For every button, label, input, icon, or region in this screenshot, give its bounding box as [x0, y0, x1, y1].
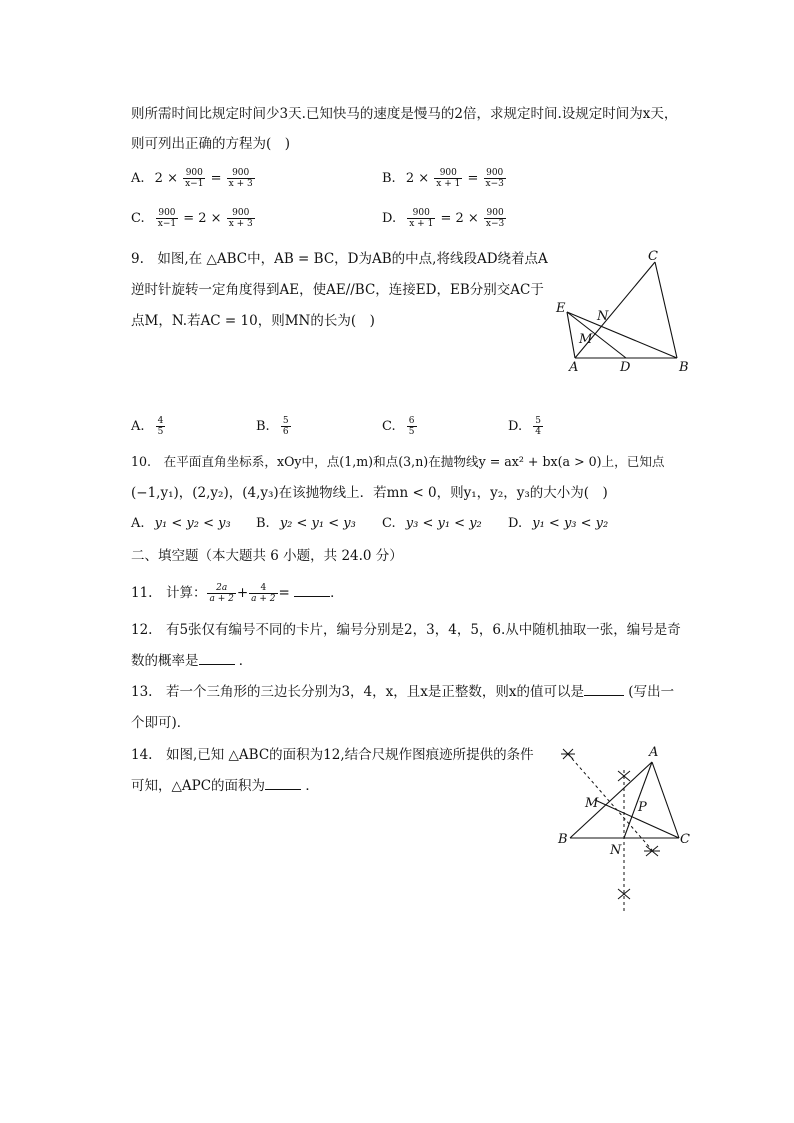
q9-option-d[interactable]	[508, 416, 544, 437]
q9-option-c-label: C.	[382, 419, 396, 434]
q11-fraction-2: $\frac{4}{a + 2}$	[251, 583, 276, 604]
q9-triangle-figure	[550, 245, 700, 380]
q8-option-c-label: C.	[131, 211, 145, 226]
q9-label-c: C	[648, 249, 658, 264]
q14-construction-figure	[552, 740, 702, 920]
q9-option-d-label: D.	[508, 419, 523, 434]
q14-label-p: P	[638, 800, 647, 815]
q9-label-a: A	[569, 360, 579, 375]
q12-text-line1: 12. 有5张仅有编号不同的卡片，编号分别是2，3，4，5，6.从中随机抽取一张，编号是奇	[131, 622, 681, 638]
q11-answer-blank[interactable]	[294, 584, 330, 597]
q8-option-d-fraction-left: $\frac{900}{x + 1}$	[409, 208, 434, 229]
q8-option-a-fraction-left: $\frac{900}{x-1}$	[185, 168, 204, 189]
q14-line2-suffix: ．	[305, 778, 319, 794]
q9-option-b[interactable]	[256, 416, 292, 437]
q14-label-b: B	[558, 832, 568, 847]
q11-equals: =	[278, 585, 290, 601]
q14-label-a: A	[649, 745, 659, 760]
q14-label-n: N	[610, 843, 622, 858]
q8-option-c[interactable]	[131, 208, 256, 229]
q10-option-a-label: A.	[131, 516, 145, 531]
q11-fraction-1: $\frac{2a}{a + 2}$	[209, 583, 234, 604]
q9-label-d: D	[620, 360, 631, 375]
q10-option-a[interactable]	[131, 514, 231, 534]
q8-option-c-fraction-right: $\frac{900}{x + 3}$	[228, 208, 253, 229]
q8-option-d[interactable]	[382, 208, 507, 229]
q14-line2	[131, 776, 319, 796]
q10-text-line1: 10. 在平面直角坐标系，xOy中，点(1,m)和点(3,n)在抛物线y = ax² + bx(a > 0)上，已知点	[131, 454, 665, 469]
q8-option-b-coef: 2 ×	[405, 171, 430, 186]
q8-option-b-fraction-right: $\frac{900}{x-3}$	[485, 168, 504, 189]
q11-plus: +	[236, 585, 249, 601]
q8-option-c-equals: = 2 ×	[183, 211, 222, 226]
q9-option-d-value: $\frac{5}{4}$	[535, 416, 541, 437]
q12-line2-prefix: 数的概率是	[131, 653, 199, 669]
q10-option-b-text: y₂ < y₁ < y₃	[279, 516, 356, 531]
q13-line1-suffix: (写出一	[628, 684, 675, 700]
q13-answer-blank[interactable]	[584, 683, 624, 696]
q13-line1	[131, 682, 674, 702]
q8-option-d-label: D.	[382, 211, 397, 226]
q14-label-m: M	[585, 796, 599, 811]
q8-option-a-equals: =	[210, 171, 222, 186]
section-heading-fill-in: 二、填空题（本大题共 6 小题，共 24.0 分）	[131, 548, 403, 564]
q10-option-b-label: B.	[256, 516, 270, 531]
q9-label-n: N	[597, 309, 609, 324]
q8-option-d-equals: = 2 ×	[440, 211, 479, 226]
q10-option-a-text: y₁ < y₂ < y₃	[154, 516, 231, 531]
q8-option-a-fraction-right: $\frac{900}{x + 3}$	[228, 168, 253, 189]
q9-text-line2: 逆时针旋转一定角度得到AE，使AE//BC，连接ED，EB分别交AC于	[131, 282, 544, 298]
q9-option-b-value: $\frac{5}{6}$	[282, 416, 289, 437]
q8-option-b-equals: =	[467, 171, 479, 186]
q8-option-c-fraction-left: $\frac{900}{x-1}$	[157, 208, 177, 229]
q14-answer-blank[interactable]	[265, 777, 301, 790]
q10-option-d-label: D.	[508, 516, 523, 531]
q9-text-line1: 9. 如图,在 △ABC中，AB = BC，D为AB的中点,将线段AD绕着点A	[131, 251, 548, 267]
q9-option-c[interactable]	[382, 416, 418, 437]
q10-option-d-text: y₁ < y₃ < y₂	[532, 516, 609, 531]
q9-option-a[interactable]	[131, 416, 166, 437]
q10-option-b[interactable]	[256, 514, 356, 534]
q9-label-b: B	[679, 360, 689, 375]
q14-line2-prefix: 可知，△APC的面积为	[131, 778, 266, 794]
q13-line1-prefix: 13. 若一个三角形的三边长分别为3，4，x，且x是正整数，则x的值可以是	[131, 684, 584, 700]
q8-option-a[interactable]	[131, 168, 256, 189]
q10-option-c-label: C.	[382, 516, 396, 531]
q12-line2-suffix: ．	[238, 653, 253, 669]
q9-label-m: M	[579, 332, 593, 347]
q10-option-d[interactable]	[508, 514, 608, 534]
q12-answer-blank[interactable]	[199, 652, 235, 665]
q11-suffix: ．	[330, 585, 344, 601]
q8-option-b-fraction-left: $\frac{900}{x + 1}$	[436, 168, 461, 189]
q8-text-line1: 则所需时间比规定时间少3天.已知快马的速度是慢马的2倍，求规定时间.设规定时间为x天，	[131, 106, 678, 122]
q9-option-a-value: $\frac{4}{5}$	[157, 416, 164, 437]
q14-text-line1: 14. 如图,已知 △ABC的面积为12,结合尺规作图痕迹所提供的条件	[131, 747, 534, 763]
q8-option-a-label: A.	[131, 171, 145, 186]
q9-option-c-value: $\frac{6}{5}$	[408, 416, 415, 437]
q11-prefix: 11. 计算：	[131, 585, 207, 601]
q8-option-b-label: B.	[382, 171, 396, 186]
q9-option-a-label: A.	[131, 419, 145, 434]
q9-text-line3: 点M，N.若AC = 10，则MN的长为( )	[131, 313, 375, 329]
q8-text-line2: 则可列出正确的方程为( )	[131, 136, 291, 152]
q8-option-d-fraction-right: $\frac{900}{x-3}$	[485, 208, 505, 229]
q10-option-c[interactable]	[382, 514, 482, 534]
q12-line2	[131, 651, 252, 671]
q9-option-b-label: B.	[256, 419, 270, 434]
q8-option-a-coef: 2 ×	[154, 171, 178, 186]
q10-option-c-text: y₃ < y₁ < y₂	[405, 516, 482, 531]
q13-text-line2: 个即可)．	[131, 715, 191, 731]
q8-option-b[interactable]	[382, 168, 507, 189]
q10-text-line2: (−1,y₁)，(2,y₂)，(4,y₃)在该抛物线上．若mn < 0，则y₁，y₂，y₃的大小为( )	[131, 485, 608, 501]
q11-line	[131, 583, 344, 604]
q14-label-c: C	[680, 832, 690, 847]
q9-label-e: E	[556, 301, 566, 316]
